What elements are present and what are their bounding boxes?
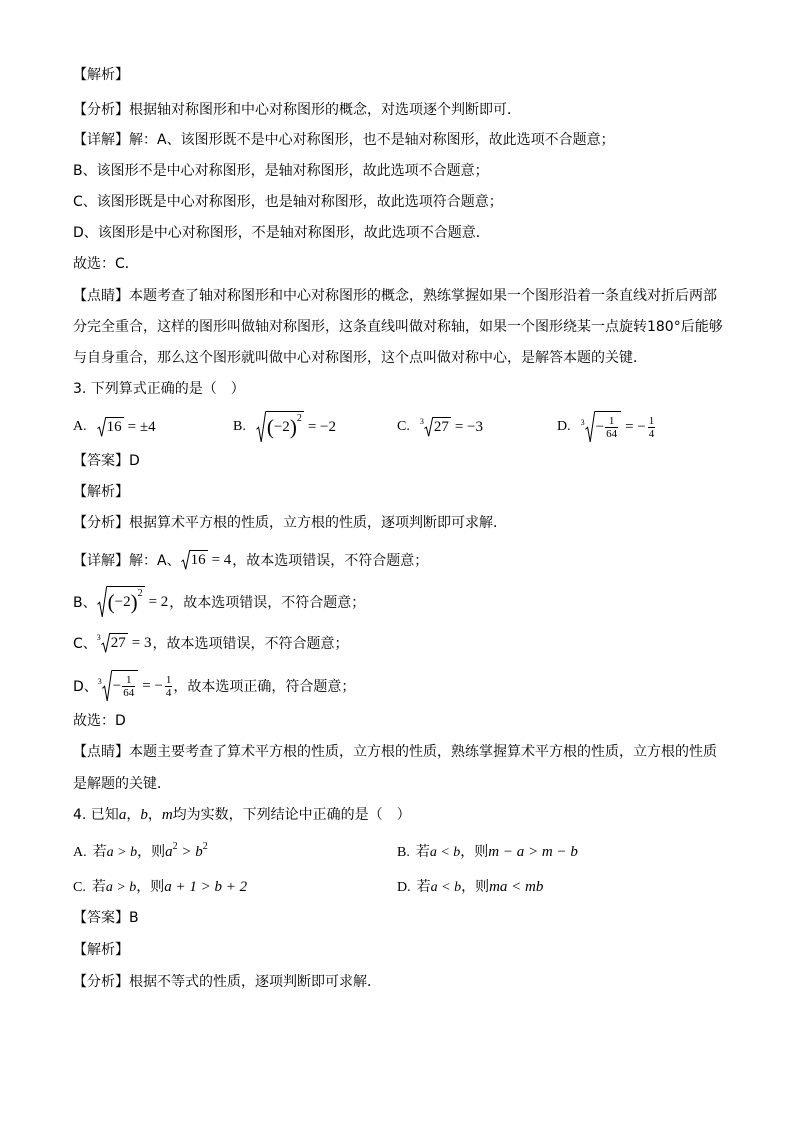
radical-sign (97, 586, 107, 618)
result-expression: a + 1 > b + 2 (164, 879, 248, 895)
radicand: 27 (433, 419, 449, 435)
radicand (595, 411, 621, 443)
q2-analysis: 【分析】根据轴对称图形和中心对称图形的概念，对选项逐个判断即可． (73, 102, 521, 118)
right-paren: ) (130, 590, 138, 614)
option-label: C. (73, 880, 86, 895)
if-word: 若 (416, 879, 431, 895)
q4-stem (73, 805, 411, 825)
if-word: 若 (91, 879, 106, 895)
right-paren: ) (289, 415, 297, 439)
if-word: 若 (92, 844, 107, 860)
denominator: 64 (606, 428, 618, 440)
fraction (605, 415, 618, 440)
q3-option-b (233, 410, 337, 444)
equals-expression: = 2 (148, 593, 169, 610)
option-label: D. (397, 880, 411, 895)
square-root (97, 417, 124, 437)
exponent: 2 (172, 841, 178, 852)
radical-sign (102, 670, 112, 702)
base: a (165, 844, 173, 860)
numerator: 1 (165, 673, 172, 686)
q3-analysis: 【分析】根据算术平方根的性质，立方根的性质，逐项判断即可求解． (73, 515, 507, 531)
inner-value: −2 (114, 594, 131, 610)
q2-key-point-line-2: 分完全重合，这样的图形叫做轴对称图形，这条直线叫做对称轴，如果一个图形绕某一点旋转180°后能够 (73, 319, 723, 335)
square-root (181, 550, 208, 570)
radical-sign (101, 633, 110, 653)
equals-expression: = 4 (211, 551, 232, 568)
then-word: ，则 (137, 844, 166, 860)
q3-analysis-heading: 【解析】 (73, 484, 129, 500)
q2-detail-d: D、该图形是中心对称图形，不是轴对称图形，故此选项不合题意． (73, 225, 490, 241)
root-index: 3 (96, 633, 101, 642)
q3-conclusion: 故选：D (73, 713, 126, 729)
q4-option-b (397, 842, 578, 862)
fraction (122, 674, 135, 699)
root-index: 3 (97, 677, 102, 686)
cube-root (420, 417, 451, 437)
numerator: 1 (605, 415, 618, 428)
left-paren: ( (266, 415, 274, 439)
q3-answer: 【答案】D (73, 453, 140, 469)
base: b (195, 844, 203, 860)
cube-root (97, 633, 128, 653)
q3-option-d (557, 410, 656, 444)
q3-key-point-line-1: 【点睛】本题主要考查了算术平方根的性质，立方根的性质，熟练掌握算术平方根的性质，立方根的性质 (73, 744, 717, 760)
equals-expression: = −2 (307, 418, 336, 435)
q3-detail-b (73, 585, 365, 619)
equals-prefix: = − (142, 677, 163, 694)
condition: a < b (429, 845, 461, 860)
result-expression: m − a > m − b (488, 844, 578, 860)
q2-key-point-line-1: 【点睛】本题考查了轴对称图形和中心对称图形的概念，熟练掌握如果一个图形沿着一条直线对折后两部 (73, 288, 717, 304)
cube-root (581, 411, 621, 443)
option-label: D. (557, 419, 571, 434)
option-label: B. (397, 845, 410, 860)
q3-detail-c (73, 626, 349, 660)
variable-b: b (140, 807, 148, 823)
numerator: 1 (648, 414, 655, 427)
detail-suffix: ，故本选项正确，符合题意； (173, 679, 356, 695)
detail-prefix: 【详解】解：A、 (73, 553, 181, 569)
q4-answer: 【答案】B (73, 910, 139, 926)
q2-analysis-heading: 【解析】 (73, 67, 129, 83)
condition: a > b (106, 845, 138, 860)
equals-prefix: = − (625, 418, 646, 435)
stem-suffix: 均为实数，下列结论中正确的是（ ） (172, 807, 411, 823)
variable-m: m (161, 807, 173, 823)
q2-conclusion: 故选：C． (73, 256, 139, 272)
variable-a: a (118, 807, 127, 823)
q2-detail-c: C、该图形既是中心对称图形，也是轴对称图形，故此选项符合题意； (73, 194, 503, 210)
condition: a > b (105, 880, 137, 895)
denominator: 64 (123, 687, 135, 699)
then-word: ，则 (460, 844, 489, 860)
then-word: ，则 (136, 879, 165, 895)
exponent: 2 (296, 413, 302, 424)
result-expression (165, 841, 208, 860)
square-root (256, 411, 304, 443)
radicand: 16 (106, 419, 122, 435)
option-label: C. (397, 419, 410, 434)
denominator: 4 (165, 686, 172, 699)
detail-prefix: B、 (73, 595, 97, 611)
if-word: 若 (415, 844, 430, 860)
option-label: B. (233, 419, 246, 434)
equals-expression: = ±4 (127, 418, 156, 435)
equals-expression: = −3 (454, 418, 484, 435)
q4-analysis: 【分析】根据不等式的性质，逐项判断即可求解． (73, 974, 381, 990)
q3-option-a (73, 410, 157, 444)
fraction (648, 415, 656, 440)
detail-prefix: C、 (73, 636, 97, 652)
minus-sign: − (595, 419, 605, 435)
fraction (165, 674, 173, 699)
radical-sign (181, 550, 190, 570)
q3-key-point-line-2: 是解题的关键． (73, 776, 171, 792)
radicand (266, 411, 304, 443)
exponent: 2 (202, 841, 208, 852)
radical-sign (424, 417, 433, 437)
option-label: A. (73, 845, 87, 860)
root-index: 3 (580, 418, 585, 427)
radicand: 16 (190, 552, 206, 568)
detail-suffix: ，故本选项错误，不符合题意； (152, 636, 349, 652)
root-index: 3 (419, 417, 424, 426)
q2-key-point-line-3: 与自身重合，那么这个图形就叫做中心对称图形，这个点叫做对称中心，是解答本题的关键． (73, 350, 647, 366)
left-paren: ( (107, 590, 115, 614)
exponent: 2 (137, 588, 143, 599)
radical-sign (97, 417, 106, 437)
option-label: A. (73, 419, 87, 434)
radicand (107, 586, 145, 618)
equals-expression: = 3 (131, 634, 152, 651)
q4-option-d (397, 877, 543, 897)
q3-detail-d (73, 669, 355, 703)
detail-suffix: ，故本选项错误，不符合题意； (169, 595, 366, 611)
radical-sign (256, 411, 266, 443)
detail-prefix: D、 (73, 679, 98, 695)
q2-detail-a: 【详解】解：A、该图形既不是中心对称图形，也不是轴对称图形，故此选项不合题意； (73, 132, 615, 148)
q3-stem: 3. 下列算式正确的是（ ） (73, 381, 245, 397)
operator: > (177, 844, 196, 860)
cube-root (98, 670, 138, 702)
q4-option-c (73, 877, 247, 897)
denominator: 4 (648, 427, 655, 440)
q4-analysis-heading: 【解析】 (73, 942, 129, 958)
radical-sign (585, 411, 595, 443)
separator: ， (147, 807, 162, 823)
radicand: 27 (110, 635, 126, 651)
q3-detail-a (73, 543, 428, 577)
q2-detail-b: B、该图形不是中心对称图形，是轴对称图形，故此选项不合题意； (73, 163, 489, 179)
q3-option-c (397, 410, 484, 444)
minus-sign: − (112, 678, 122, 694)
result-expression: ma < mb (489, 879, 544, 895)
radicand (112, 670, 138, 702)
detail-suffix: ，故本选项错误，不符合题意； (232, 553, 429, 569)
q4-option-a (73, 842, 208, 862)
then-word: ，则 (461, 879, 490, 895)
square-root (97, 586, 145, 618)
condition: a < b (430, 880, 462, 895)
stem-prefix: 4. 已知 (73, 807, 119, 823)
numerator: 1 (122, 674, 135, 687)
separator: ， (126, 807, 141, 823)
inner-value: −2 (273, 419, 290, 435)
